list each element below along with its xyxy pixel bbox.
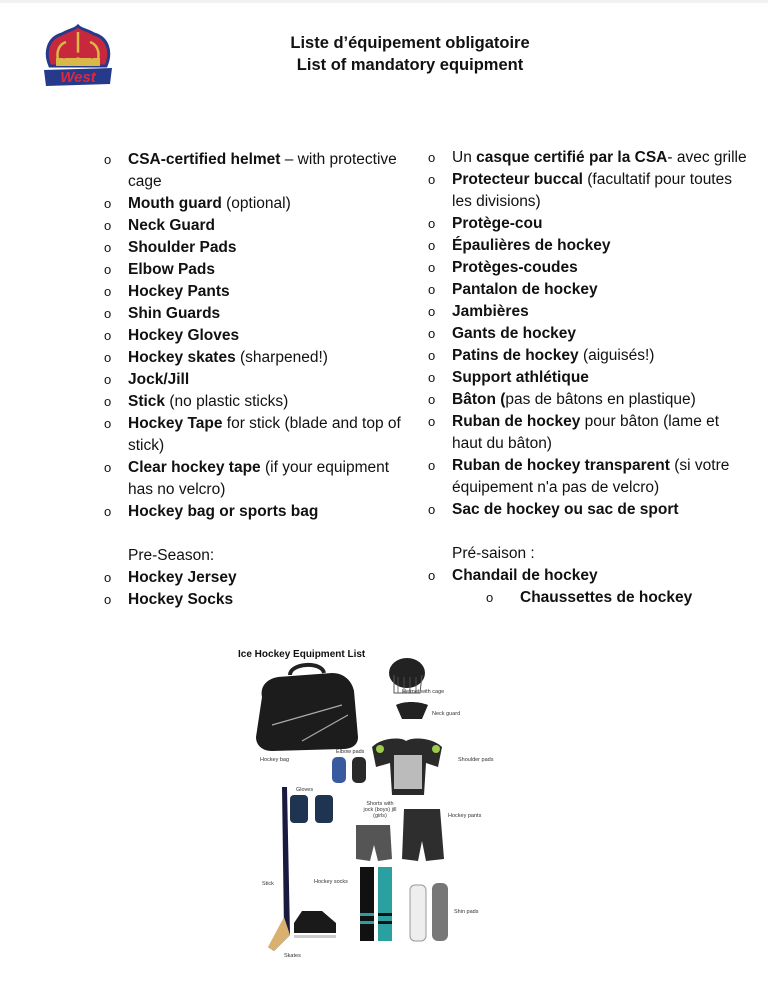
item-text (128, 283, 230, 300)
bullet-icon: o (104, 394, 112, 409)
list-item (104, 193, 404, 215)
skates-icon (294, 911, 336, 933)
item-note: (optional) (221, 195, 291, 212)
item-name: Hockey Gloves (128, 327, 240, 344)
list-item (428, 499, 748, 521)
label-hockey-socks: Hockey socks (314, 879, 348, 885)
bullet-icon: o (104, 152, 112, 167)
list-item (428, 235, 748, 257)
item-name: Hockey skates (128, 349, 236, 366)
bullet-icon: o (104, 328, 112, 343)
item-name: Hockey Tape (128, 415, 223, 432)
list-item (428, 367, 748, 389)
jock-shorts-icon (356, 825, 392, 861)
item-text (452, 259, 578, 276)
bullet-icon: o (104, 262, 112, 277)
item-text (128, 327, 239, 344)
bullet-icon: o (428, 568, 436, 583)
bullet-icon: o (104, 460, 112, 475)
item-name: Hockey Jersey (128, 569, 237, 586)
label-gloves: Gloves (296, 787, 314, 793)
item-text (128, 151, 397, 190)
bullet-icon: o (428, 502, 436, 517)
bullet-icon: o (428, 370, 436, 385)
item-text (452, 413, 719, 452)
list-item (428, 147, 748, 169)
figure-title: Ice Hockey Equipment List (238, 649, 366, 660)
helmet-icon (389, 658, 425, 693)
item-text (128, 217, 215, 234)
item-text (452, 149, 747, 166)
list-item (104, 303, 404, 325)
french-preseason-items (428, 565, 748, 609)
hockey-bag-icon (256, 665, 358, 751)
item-text (452, 369, 589, 386)
list-item (428, 323, 748, 345)
item-name: Protèges-coudes (452, 259, 578, 276)
french-preseason-label: Pré-saison : (452, 545, 535, 562)
english-preseason-items (104, 567, 404, 611)
english-equipment-list (104, 149, 404, 611)
label-helmet: Helmet with cage (402, 689, 445, 695)
item-text (452, 303, 529, 320)
bullet-icon: o (428, 326, 436, 341)
bullet-icon: o (428, 348, 436, 363)
title-english: List of mandatory equipment (296, 56, 524, 74)
bullet-icon: o (428, 458, 436, 473)
bullet-icon: o (428, 260, 436, 275)
item-text (452, 347, 654, 364)
item-text (128, 503, 318, 520)
bullet-icon: o (104, 218, 112, 233)
list-item (104, 281, 404, 303)
item-text (128, 459, 389, 498)
bullet-icon: o (428, 392, 436, 407)
bullet-icon: o (104, 306, 112, 321)
item-text (128, 591, 233, 608)
bullet-icon: o (428, 172, 436, 187)
bullet-icon: o (428, 150, 436, 165)
list-item (104, 347, 404, 369)
label-shin-pads: Shin pads (454, 909, 479, 915)
list-item (104, 215, 404, 237)
item-name: Protecteur buccal (452, 171, 583, 188)
bullet-icon: o (428, 304, 436, 319)
item-name: Épaulières de hockey (452, 237, 611, 254)
equipment-illustration (232, 645, 512, 975)
list-item (104, 237, 404, 259)
item-name: Hockey Socks (128, 591, 234, 608)
item-name: Sac de hockey ou sac de sport (452, 501, 679, 518)
french-items (428, 147, 748, 521)
item-text (452, 281, 598, 298)
item-name: Bâton ( (452, 391, 506, 408)
item-name: Jock/Jill (128, 371, 190, 388)
item-name: Gants de hockey (452, 325, 577, 342)
bullet-icon: o (104, 416, 112, 431)
list-item (104, 567, 404, 589)
bullet-icon: o (104, 372, 112, 387)
bullet-icon: o (428, 282, 436, 297)
item-name: Ruban de hockey (452, 413, 581, 430)
list-item (428, 565, 748, 587)
neck-guard-icon (396, 702, 428, 719)
item-name: Hockey bag or sports bag (128, 503, 319, 520)
label-neck-guard: Neck guard (432, 711, 461, 717)
hockey-socks-icon (360, 867, 392, 941)
item-note: for stick (blade and top of stick) (128, 415, 401, 454)
list-item (104, 457, 404, 501)
elbow-pads-icon (332, 757, 366, 783)
item-note: pas de bâtons en plastique) (505, 391, 696, 408)
item-text (128, 305, 220, 322)
item-name: Mouth guard (128, 195, 222, 212)
bullet-icon: o (104, 240, 112, 255)
item-name: Shin Guards (128, 305, 221, 322)
french-equipment-list (428, 147, 748, 609)
item-name: Support athlétique (452, 369, 589, 386)
list-item (104, 501, 404, 523)
item-name: Neck Guard (128, 217, 216, 234)
label-shoulder-pads: Shoulder pads (458, 757, 494, 763)
item-text (452, 237, 611, 254)
label-elbow-pads: Elbow pads (336, 749, 365, 755)
item-text (128, 569, 237, 586)
item-name: Clear hockey tape (128, 459, 261, 476)
list-item (104, 589, 404, 611)
item-name: Pantalon de hockey (452, 281, 598, 298)
bullet-icon: o (428, 216, 436, 231)
item-prefix: Un (452, 149, 477, 166)
item-name: Protège-cou (452, 215, 543, 232)
item-name: CSA-certified helmet (128, 151, 281, 168)
label-hockey-pants: Hockey pants (448, 813, 482, 819)
item-note: (facultatif pour toutes les divisions) (452, 171, 732, 210)
item-name: Elbow Pads (128, 261, 215, 278)
label-stick: Stick (262, 881, 274, 887)
item-note: (aiguisés!) (578, 347, 655, 364)
list-item (428, 257, 748, 279)
item-text (128, 261, 215, 278)
title-french: Liste d’équipement obligatoire (290, 34, 530, 52)
item-note: pour bâton (lame et haut du bâton) (452, 413, 720, 452)
item-note: (if your equipment has no velcro) (128, 459, 390, 498)
item-note: (si votre équipement n'a pas de velcro) (452, 457, 730, 496)
bullet-icon: o (486, 590, 494, 605)
item-text (452, 325, 576, 342)
item-text (128, 415, 401, 454)
bullet-icon: o (104, 284, 112, 299)
english-preseason-label: Pre-Season: (128, 547, 215, 564)
label-skates: Skates (284, 953, 301, 959)
item-name: Chaussettes de hockey (520, 589, 693, 606)
item-name: casque certifié par la CSA (476, 149, 668, 166)
item-text (128, 195, 291, 212)
list-item (104, 149, 404, 193)
english-items (104, 149, 404, 523)
bullet-icon: o (428, 238, 436, 253)
list-item (428, 389, 748, 411)
item-note: (no plastic sticks) (165, 393, 289, 410)
item-text (452, 171, 732, 210)
item-name: Ruban de hockey transparent (452, 457, 670, 474)
shin-pads-icon (410, 883, 448, 941)
bullet-icon: o (104, 504, 112, 519)
list-item (428, 411, 748, 455)
hockey-west-island-logo (38, 24, 118, 94)
bullet-icon: o (104, 570, 112, 585)
list-item (428, 169, 748, 213)
list-item (486, 587, 748, 609)
item-name: Chandail de hockey (452, 567, 598, 584)
shoulder-pads-icon (372, 739, 442, 795)
item-note: – with protective cage (128, 151, 397, 190)
list-item (428, 345, 748, 367)
item-text (128, 349, 328, 366)
page-top-border (0, 0, 768, 3)
list-item (428, 455, 748, 499)
page-title (230, 32, 590, 76)
label-hockey-bag: Hockey bag (260, 757, 290, 763)
list-item (104, 259, 404, 281)
item-text (452, 215, 542, 232)
bullet-icon: o (104, 350, 112, 365)
item-name: Jambières (452, 303, 529, 320)
gloves-icon (290, 795, 333, 823)
item-note: - avec grille (667, 149, 747, 166)
item-name: Hockey Pants (128, 283, 230, 300)
item-text (452, 567, 598, 584)
list-item (104, 391, 404, 413)
label-shorts: Shorts with jock (boys) jill (girls) (363, 801, 397, 819)
bullet-icon: o (428, 414, 436, 429)
list-item (104, 413, 404, 457)
list-item (428, 301, 748, 323)
item-text (520, 589, 692, 606)
item-text (452, 457, 729, 496)
item-text (128, 371, 189, 388)
item-text (452, 501, 679, 518)
item-name: Patins de hockey (452, 347, 579, 364)
hockey-pants-icon (402, 809, 444, 861)
list-item (428, 279, 748, 301)
svg-text:West: West (60, 69, 96, 86)
item-name: Shoulder Pads (128, 239, 237, 256)
list-item (104, 325, 404, 347)
item-name: Stick (128, 393, 166, 410)
list-item (104, 369, 404, 391)
bullet-icon: o (104, 592, 112, 607)
list-item (428, 213, 748, 235)
bullet-icon: o (104, 196, 112, 211)
item-text (128, 239, 237, 256)
item-text (128, 393, 288, 410)
item-text (452, 391, 696, 408)
item-note: (sharpened!) (235, 349, 328, 366)
